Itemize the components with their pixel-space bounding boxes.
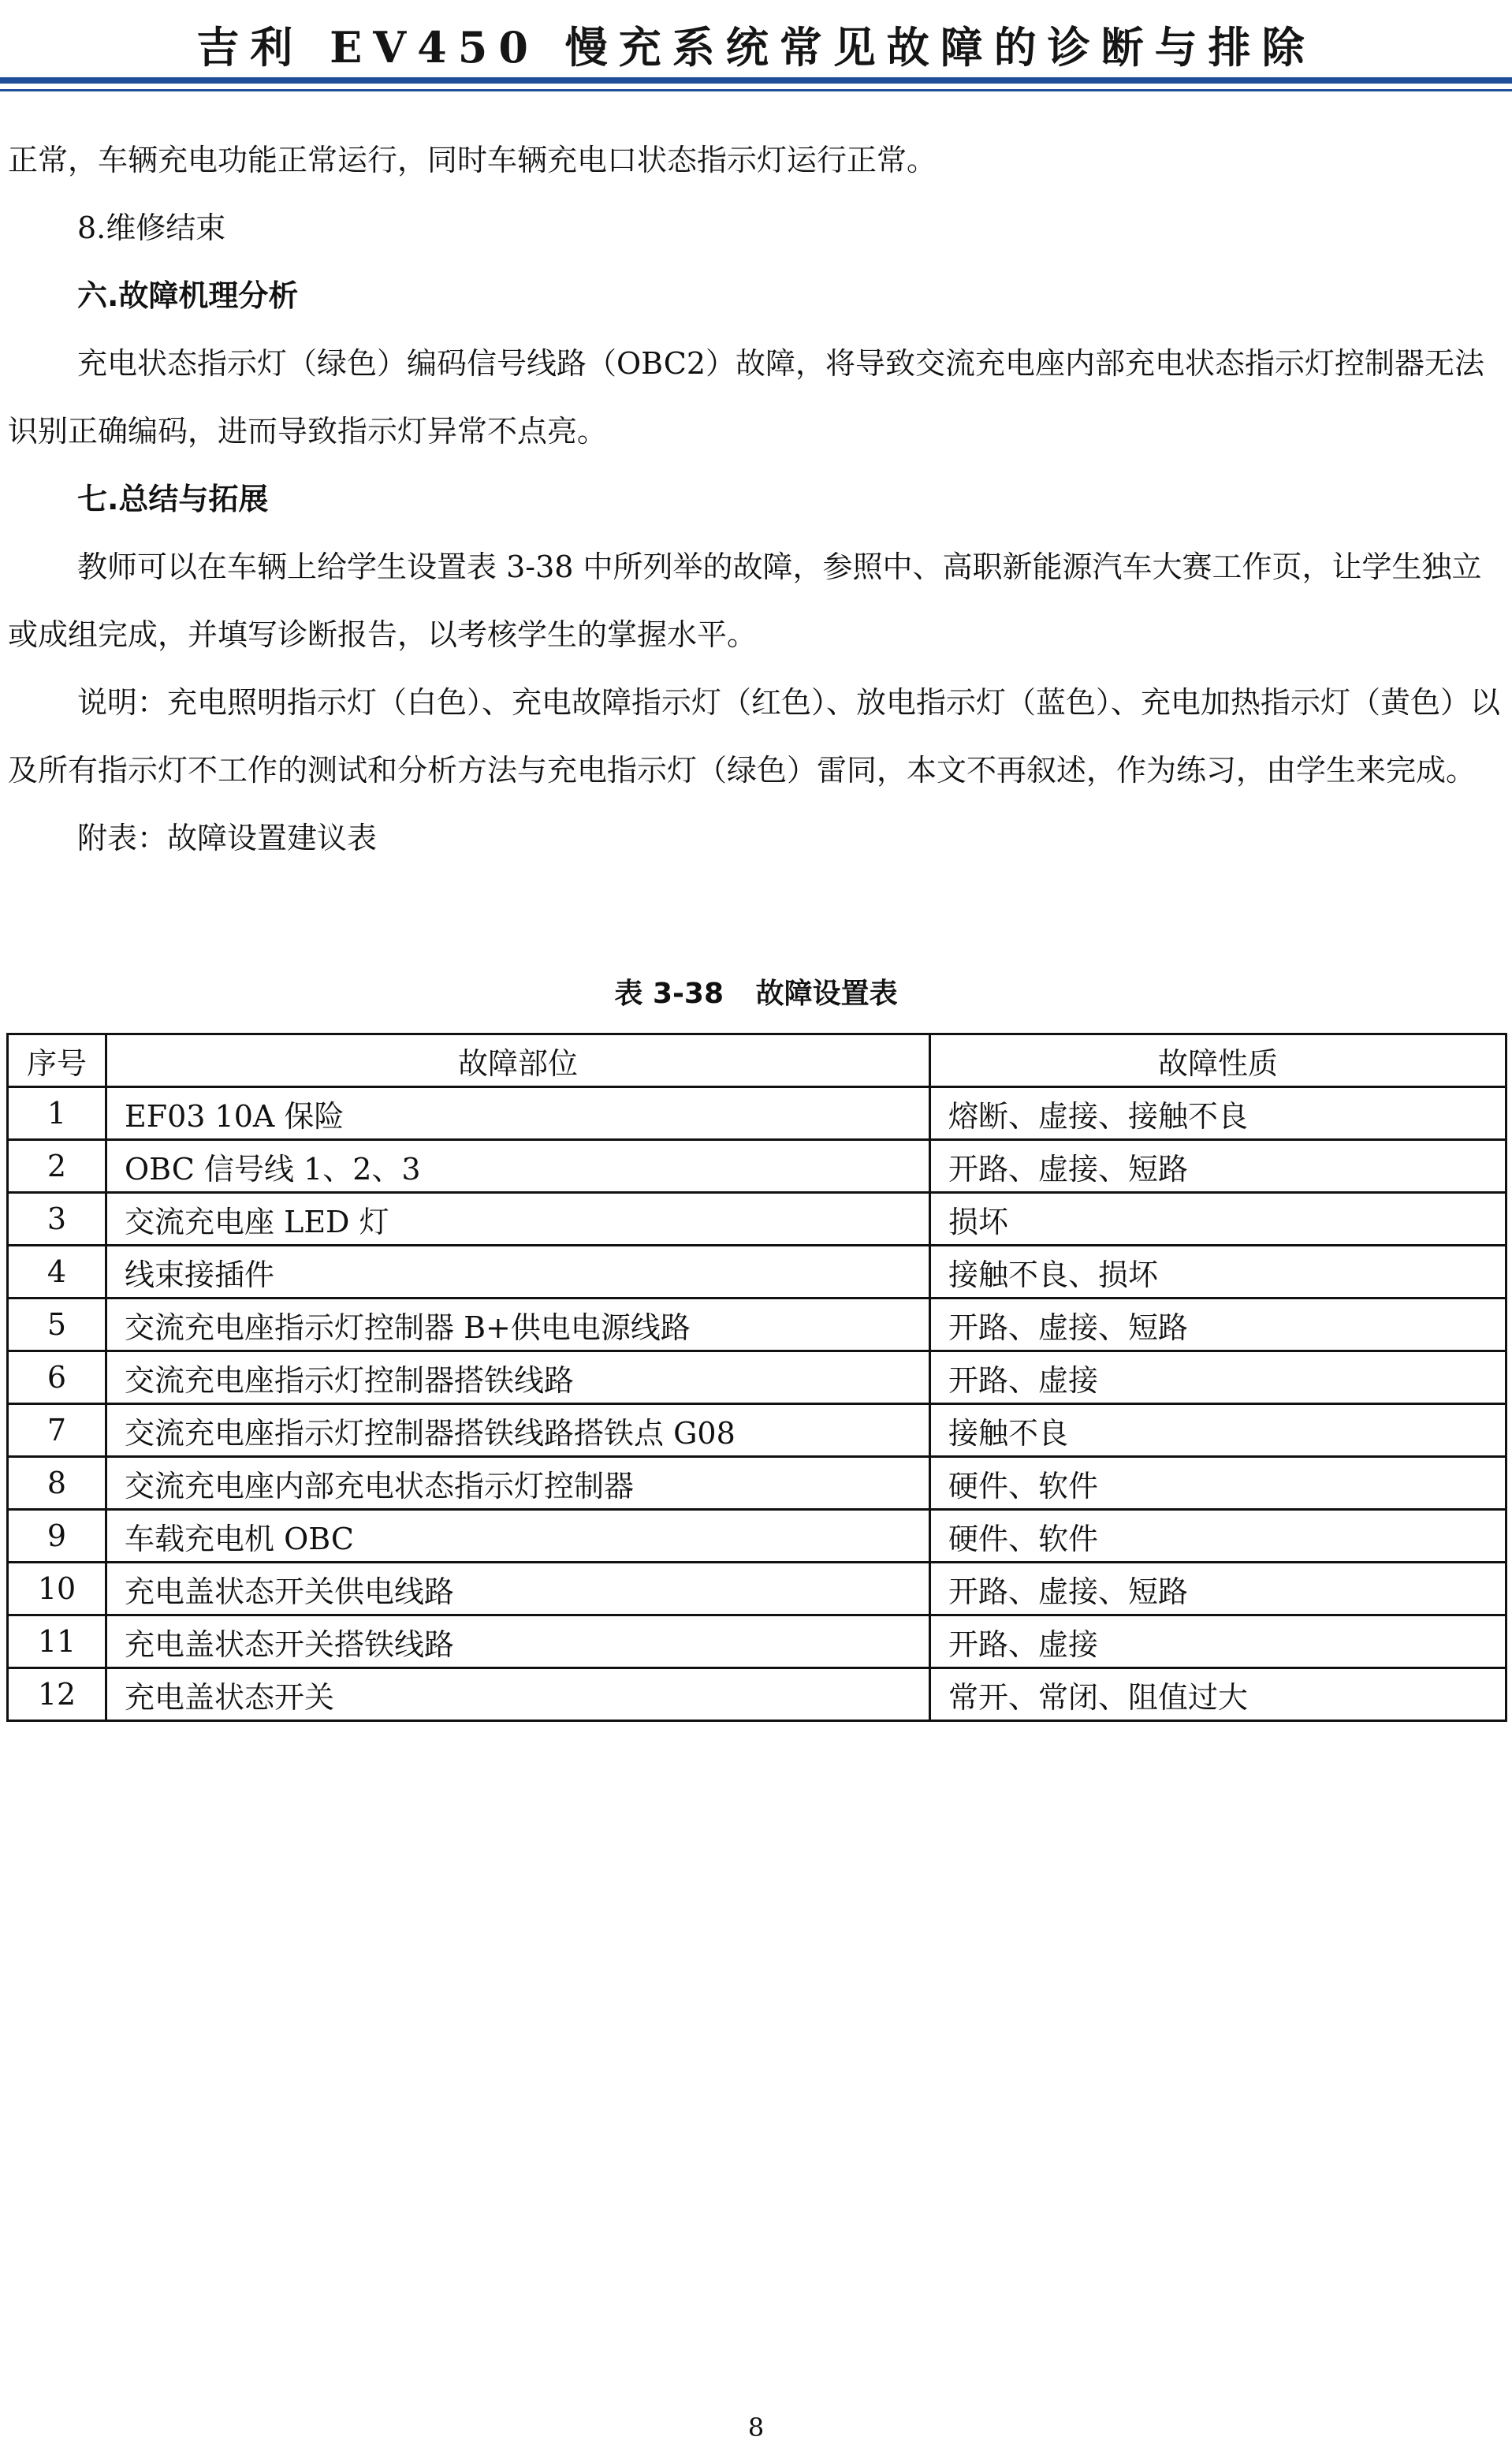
cell-fault-location: 交流充电座指示灯控制器搭铁线路搭铁点 G08: [106, 1404, 930, 1457]
header-rule-thick: [0, 77, 1512, 84]
paragraph-note: 说明：充电照明指示灯（白色）、充电故障指示灯（红色）、放电指示灯（蓝色）、充电加热指示灯（黄色）以及所有指示灯不工作的测试和分析方法与充电指示灯（绿色）雷同，本文不再叙述，作为练习，由学生来完成。: [8, 685, 1501, 788]
table-row: [8, 1615, 1506, 1668]
cell-fault-nature: 开路、虚接、短路: [930, 1563, 1506, 1615]
header-rule-thin: [0, 89, 1512, 91]
cell-fault-nature: 损坏: [930, 1193, 1506, 1246]
table-caption: [0, 971, 1512, 1012]
cell-index: 8: [8, 1457, 106, 1510]
document-header-title: 吉利 EV450 慢充系统常见故障的诊断与排除: [196, 22, 1316, 73]
cell-index: 5: [8, 1299, 106, 1351]
appendix-label: 附表：故障设置建议表: [77, 821, 378, 855]
table-row: [8, 1246, 1506, 1299]
table-row: [8, 1087, 1506, 1140]
fault-setting-table: [6, 1033, 1507, 1722]
cell-fault-location: OBC 信号线 1、2、3: [106, 1140, 930, 1193]
cell-fault-location: 充电盖状态开关: [106, 1668, 930, 1721]
cell-fault-location: 充电盖状态开关搭铁线路: [106, 1615, 930, 1668]
cell-index: 2: [8, 1140, 106, 1193]
cell-fault-location: EF03 10A 保险: [106, 1087, 930, 1140]
cell-fault-location: 车载充电机 OBC: [106, 1510, 930, 1563]
cell-fault-nature: 熔断、虚接、接触不良: [930, 1087, 1506, 1140]
cell-index: 12: [8, 1668, 106, 1721]
table-row: [8, 1510, 1506, 1563]
table-row: [8, 1457, 1506, 1510]
cell-fault-location: 交流充电座内部充电状态指示灯控制器: [106, 1457, 930, 1510]
header-fault-location: 故障部位: [106, 1034, 930, 1087]
cell-fault-location: 交流充电座 LED 灯: [106, 1193, 930, 1246]
cell-fault-location: 交流充电座指示灯控制器 B+供电电源线路: [106, 1299, 930, 1351]
table-caption-number: 表 3-38: [614, 978, 724, 1010]
cell-index: 7: [8, 1404, 106, 1457]
paragraph-fault-analysis: 充电状态指示灯（绿色）编码信号线路（OBC2）故障，将导致交流充电座内部充电状态指示灯控制器无法识别正确编码，进而导致指示灯异常不点亮。: [8, 346, 1485, 449]
cell-fault-nature: 常开、常闭、阻值过大: [930, 1668, 1506, 1721]
cell-fault-nature: 硬件、软件: [930, 1510, 1506, 1563]
cell-fault-nature: 硬件、软件: [930, 1457, 1506, 1510]
page-number: 8: [747, 2413, 765, 2442]
cell-fault-location: 充电盖状态开关供电线路: [106, 1563, 930, 1615]
cell-index: 6: [8, 1351, 106, 1404]
cell-index: 4: [8, 1246, 106, 1299]
cell-fault-nature: 开路、虚接、短路: [930, 1140, 1506, 1193]
cell-fault-location: 交流充电座指示灯控制器搭铁线路: [106, 1351, 930, 1404]
document-body: [8, 126, 1506, 872]
cell-fault-nature: 开路、虚接: [930, 1351, 1506, 1404]
section-heading-summary: 七.总结与拓展: [77, 482, 269, 516]
paragraph-teacher-guidance: 教师可以在车辆上给学生设置表 3-38 中所列举的故障，参照中、高职新能源汽车大赛工作页，让学生独立或成组完成，并填写诊断报告，以考核学生的掌握水平。: [8, 550, 1482, 652]
cell-index: 11: [8, 1615, 106, 1668]
step-repair-complete: 8.维修结束: [77, 211, 226, 245]
table-row: [8, 1193, 1506, 1246]
paragraph-continuation: 正常，车辆充电功能正常运行，同时车辆充电口状态指示灯运行正常。: [8, 143, 937, 177]
cell-fault-nature: 开路、虚接: [930, 1615, 1506, 1668]
cell-fault-nature: 接触不良、损坏: [930, 1246, 1506, 1299]
cell-index: 9: [8, 1510, 106, 1563]
cell-fault-nature: 接触不良: [930, 1404, 1506, 1457]
table-row: [8, 1351, 1506, 1404]
table-row: [8, 1140, 1506, 1193]
table-row: [8, 1299, 1506, 1351]
cell-fault-nature: 开路、虚接、短路: [930, 1299, 1506, 1351]
cell-fault-location: 线束接插件: [106, 1246, 930, 1299]
section-heading-fault-analysis: 六.故障机理分析: [77, 278, 299, 313]
table-row: [8, 1563, 1506, 1615]
table-row: [8, 1404, 1506, 1457]
header-fault-nature: 故障性质: [930, 1034, 1506, 1087]
cell-index: 10: [8, 1563, 106, 1615]
table-row: [8, 1668, 1506, 1721]
header-index: 序号: [8, 1034, 106, 1087]
cell-index: 1: [8, 1087, 106, 1140]
cell-index: 3: [8, 1193, 106, 1246]
table-header-row: [8, 1034, 1506, 1087]
table-caption-title: 故障设置表: [755, 978, 898, 1010]
